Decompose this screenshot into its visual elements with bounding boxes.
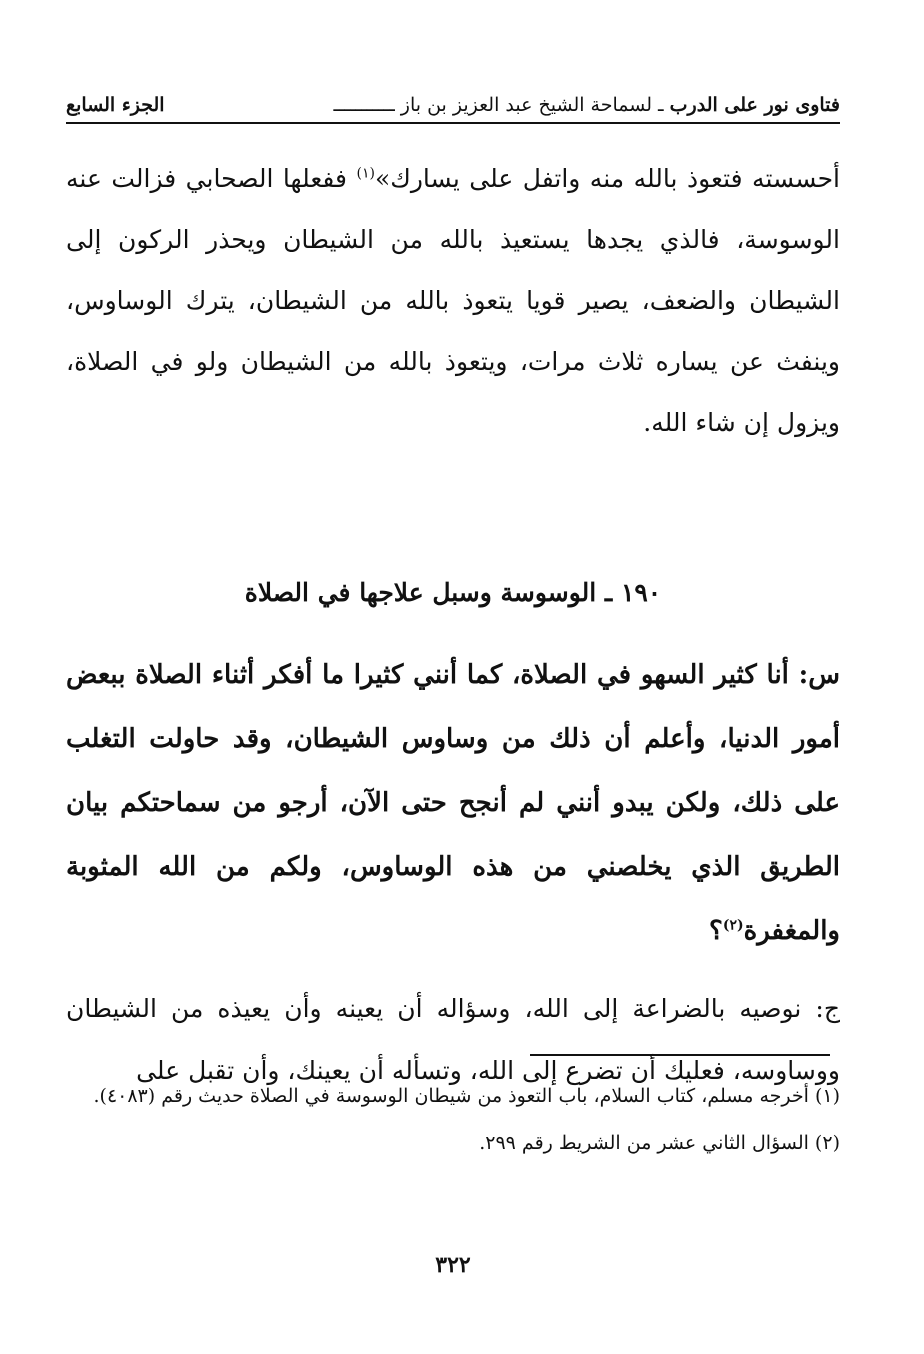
footnote-ref-2: (٢) <box>722 917 744 934</box>
page-number: ٣٢٢ <box>435 1252 471 1278</box>
footnote-1: (١) أخرجه مسلم، كتاب السلام، باب التعوذ من شيطان الوسوسة في الصلاة حديث رقم (٤٠٨٣). <box>93 1085 840 1107</box>
footnotes <box>66 1073 840 1167</box>
section-title: ١٩٠ ـ الوسوسة وسبل علاجها في الصلاة <box>244 578 662 607</box>
question-text: س: أنا كثير السهو في الصلاة، كما أنني كثيرا ما أفكر أثناء الصلاة ببعض أمور الدنيا، وأعلم أن ذلك من وساوس الشيطان، وقد حاولت التغلب على ذلك، ولكن يبدو أنني لم أنجح حتى الآن، أرجو من سماحتكم بيان الطريق الذي يخلصني من هذه الوساوس، ولكم من الله المثوبة والمغفرة <box>66 660 840 946</box>
book-title: فتاوى نور على الدرب <box>669 94 840 116</box>
question-mark: ؟ <box>709 916 723 946</box>
continued-paragraph <box>66 148 840 453</box>
question-paragraph <box>66 643 840 963</box>
header-author: ـ لسماحة الشيخ عبد العزيز بن باز ـــــــــــ <box>333 94 664 116</box>
paragraph-text-start: أحسسته فتعوذ بالله منه واتفل على يسارك» <box>374 164 840 193</box>
running-header <box>66 88 840 124</box>
paragraph-text-end: ففعلها الصحابي فزالت عنه الوسوسة، فالذي يجدها يستعيذ بالله من الشيطان ويحذر الركون إلى الشيطان والضعف، يصير قويا يتعوذ بالله من الشيطان، يترك الوساوس، وينفث عن يساره ثلاث مرات، ويتعوذ بالله من الشيطان ولو في الصلاة، ويزول إن شاء الله. <box>66 164 840 437</box>
volume-label: الجزء السابع <box>66 94 165 116</box>
footnote-divider <box>530 1054 830 1056</box>
footnote-2: (٢) السؤال الثاني عشر من الشريط رقم ٢٩٩. <box>479 1132 840 1154</box>
footnote-ref-1: (١) <box>356 165 375 182</box>
answer-text: ج: نوصيه بالضراعة إلى الله، وسؤاله أن يعينه وأن يعيذه من الشيطان ووساوسه، فعليك أن تضرع إلى الله، وتسأله أن يعينك، وأن تقبل على <box>66 994 840 1085</box>
